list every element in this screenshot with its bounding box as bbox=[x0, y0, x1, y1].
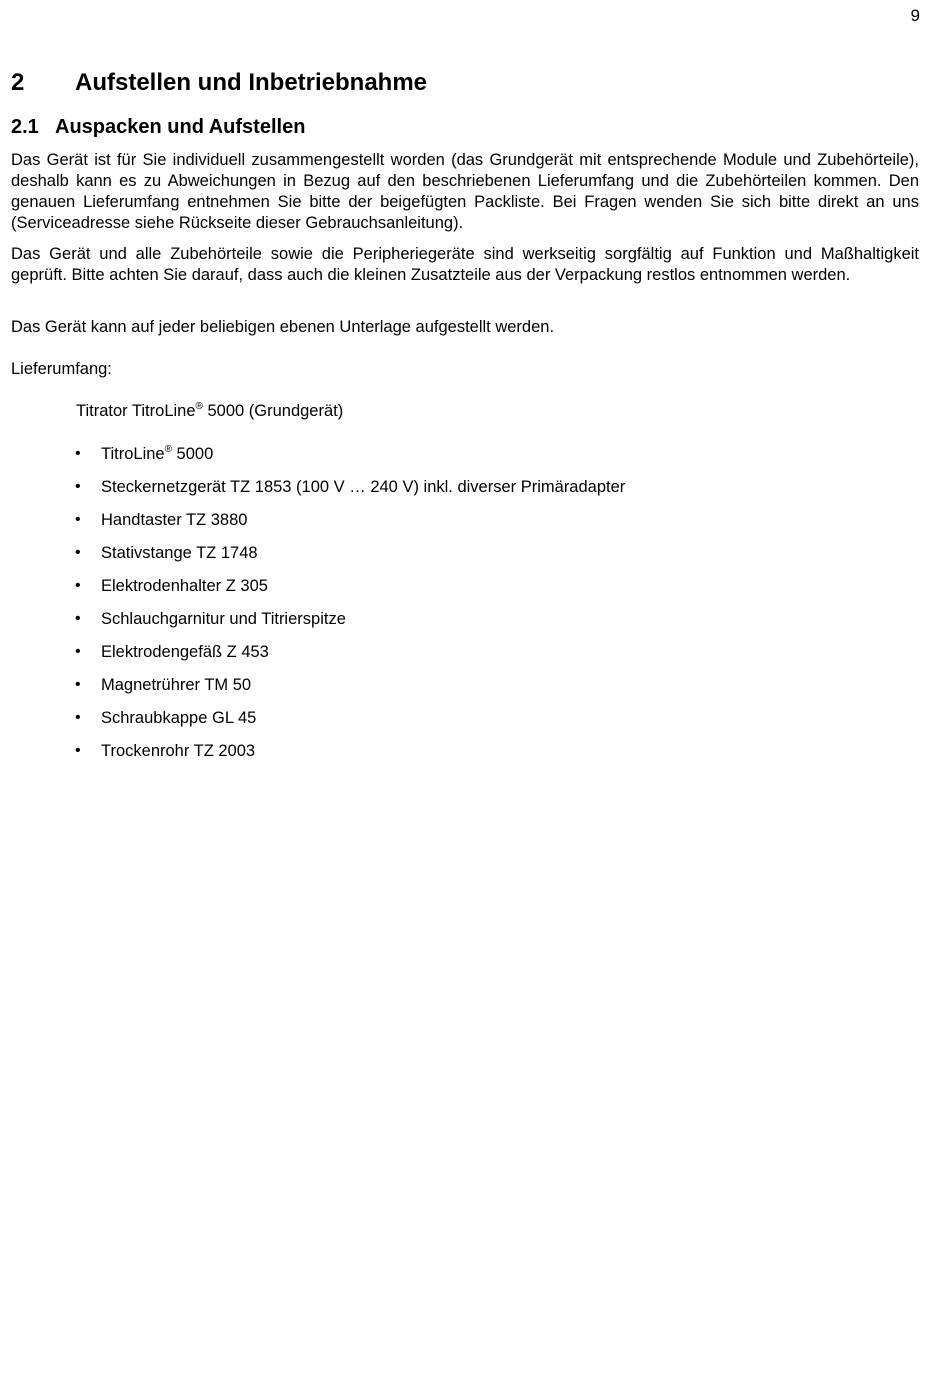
list-item-text: Elektrodengefäß Z 453 bbox=[101, 643, 269, 661]
bullet-icon: • bbox=[75, 544, 81, 561]
list-item-suffix: 5000 bbox=[171, 445, 214, 463]
paragraph-inspection: Das Gerät und alle Zubehörteile sowie die Peripheriegeräte sind werkseitig sorgfältig auf Funktion und Maßhaltigkeit geprüft. Bitte achten Sie darauf, dass auch die kleinen Zusatzteile aus der Verpackung restlos entnommen werden. bbox=[11, 245, 919, 284]
section-heading bbox=[11, 114, 911, 140]
bullet-icon: • bbox=[75, 643, 81, 660]
list-item bbox=[0, 539, 625, 572]
list-item bbox=[0, 473, 625, 506]
bullet-icon: • bbox=[75, 742, 81, 759]
bullet-icon: • bbox=[75, 577, 81, 594]
registered-mark: ® bbox=[164, 444, 172, 455]
list-item-text: Magnetrührer TM 50 bbox=[101, 676, 252, 694]
list-item bbox=[0, 506, 625, 539]
paragraph-intro: Das Gerät ist für Sie individuell zusammengestellt worden (das Grundgerät mit entsprechende Module und Zubehörteile), deshalb kann es zu Abweichungen in Bezug auf den beschriebenen Lieferumfang und die Zubehörteilen kommen. Den genauen Lieferumfang entnehmen Sie bitte der beigefügten Packliste. Bei Fragen wenden Sie sich bitte direkt an uns (Serviceadresse siehe Rückseite dieser Gebrauchsanleitung). bbox=[11, 151, 919, 232]
list-item-text: Steckernetzgerät TZ 1853 (100 V … 240 V) inkl. diverser Primäradapter bbox=[101, 478, 626, 496]
list-item bbox=[0, 704, 625, 737]
list-item-text: Elektrodenhalter Z 305 bbox=[101, 577, 268, 595]
paragraph-placement: Das Gerät kann auf jeder beliebigen ebenen Unterlage aufgestellt werden. bbox=[11, 318, 555, 336]
delivery-items-list bbox=[0, 440, 625, 770]
list-item-text: TitroLine bbox=[101, 445, 165, 463]
bullet-icon: • bbox=[75, 676, 81, 693]
bullet-icon: • bbox=[75, 610, 81, 627]
list-item-text: Stativstange TZ 1748 bbox=[101, 544, 258, 562]
registered-mark: ® bbox=[195, 401, 203, 412]
base-device-line bbox=[76, 398, 343, 424]
list-item-text: Schlauchgarnitur und Titrierspitze bbox=[101, 610, 346, 628]
base-device-suffix: 5000 (Grundgerät) bbox=[202, 402, 344, 420]
bullet-icon: • bbox=[75, 511, 81, 528]
bullet-icon: • bbox=[75, 478, 81, 495]
list-item-text: Schraubkappe GL 45 bbox=[101, 709, 257, 727]
bullet-icon: • bbox=[75, 445, 81, 462]
chapter-title: Aufstellen und Inbetriebnahme bbox=[75, 69, 428, 96]
chapter-number: 2 bbox=[11, 69, 25, 96]
list-item-text: Trockenrohr TZ 2003 bbox=[101, 742, 256, 760]
section-title: Auspacken und Aufstellen bbox=[55, 116, 306, 138]
bullet-icon: • bbox=[75, 709, 81, 726]
list-item bbox=[0, 572, 625, 605]
section-number: 2.1 bbox=[11, 116, 39, 138]
page-number: 9 bbox=[910, 6, 920, 25]
base-device-prefix: Titrator TitroLine bbox=[76, 402, 196, 420]
chapter-heading bbox=[11, 68, 911, 98]
list-item bbox=[0, 671, 625, 704]
delivery-scope-label: Lieferumfang: bbox=[11, 360, 112, 378]
list-item bbox=[0, 440, 625, 473]
list-item bbox=[0, 638, 625, 671]
list-item bbox=[0, 737, 625, 770]
list-item-text: Handtaster TZ 3880 bbox=[101, 511, 248, 529]
list-item bbox=[0, 605, 625, 638]
